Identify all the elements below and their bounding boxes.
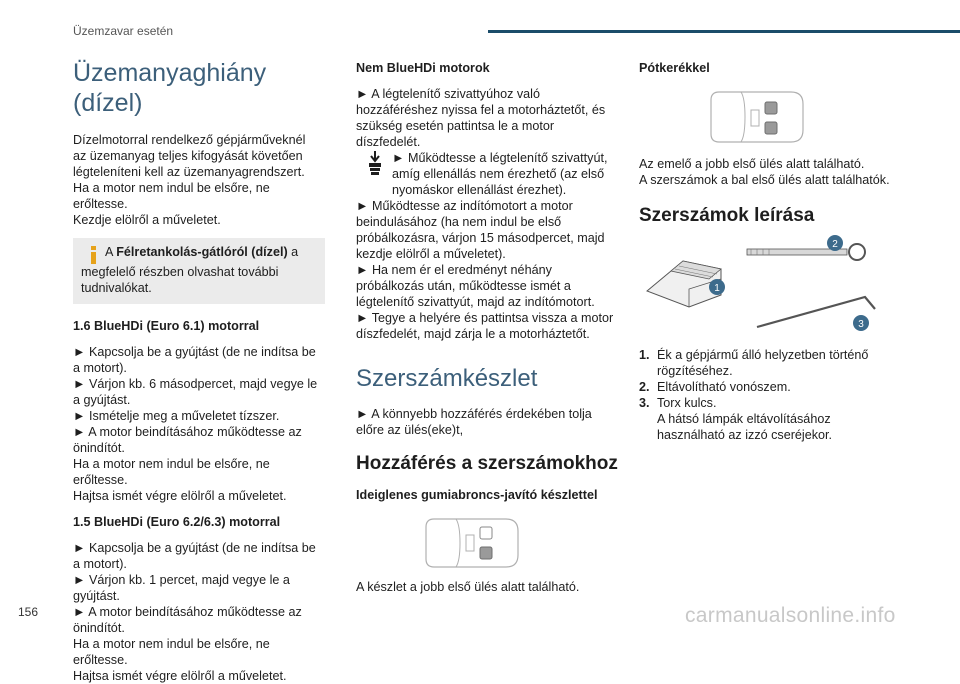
subheading-spare-wheel: Pótkerékkel xyxy=(639,61,710,75)
spare-line: Az emelő a jobb első ülés alatt található. xyxy=(639,157,865,171)
section-title-fuel: Üzemanyaghiány (dízel) xyxy=(73,59,267,117)
step-line: Ha a motor nem indul be elsőre, ne erőltesse. xyxy=(73,637,270,667)
subheading-non-bluehdi: Nem BlueHDi motorok xyxy=(356,61,490,75)
tools-illustration xyxy=(639,239,894,339)
hand-pump-icon xyxy=(366,150,384,178)
list-item xyxy=(639,395,894,443)
pump-step xyxy=(356,150,622,198)
info-box xyxy=(73,238,325,304)
pump-step-text: ► Működtesse a légtelenítő szivattyút, amíg ellenállás nem érezhető (az első nyomáskor ellenállást érezhet). xyxy=(392,151,608,197)
intro-line: az üzemanyag teljes kifogyását követően xyxy=(73,149,303,163)
section-title-tools: Szerszámok leírása xyxy=(639,205,815,226)
step-line: Hajtsa ismét végre elölről a műveletet. xyxy=(73,489,287,503)
car-topview-diagram xyxy=(356,513,622,571)
running-header: Üzemzavar esetén xyxy=(73,24,174,38)
callout-1 xyxy=(709,279,725,295)
kit-caption: A készlet a jobb első ülés alatt található. xyxy=(356,580,580,594)
list-number: 2. xyxy=(639,380,650,394)
list-text: Ék a gépjármű álló helyzetben történő rögzítéséhez. xyxy=(657,348,869,378)
step-line: Ha a motor nem indul be elsőre, ne erőltesse. xyxy=(73,457,270,487)
subheading-16-bluehdi: 1.6 BlueHDi (Euro 6.1) motorral xyxy=(73,319,260,333)
intro-line: Kezdje elölről a műveletet. xyxy=(73,213,221,227)
step-line: ► A könnyebb hozzáférés érdekében tolja előre az ülés(eke)t, xyxy=(356,407,592,437)
step-line: ► A motor beindításához működtesse az önindítót. xyxy=(73,425,302,455)
callout-1-label: 1 xyxy=(714,283,720,294)
towing-eye-drawing xyxy=(747,244,865,260)
list-item xyxy=(639,347,894,379)
step-line: ► Ha nem ér el eredményt néhány próbálkozás után, működtesse ismét a légtelenítő szivattyút, majd az indítómotort. xyxy=(356,263,595,309)
section-title-toolkit: Szerszámkészlet xyxy=(356,365,538,392)
tool-list xyxy=(639,347,894,443)
step-line: Hajtsa ismét végre elölről a műveletet. xyxy=(73,669,287,683)
step-line: ► Kapcsolja be a gyújtást (de ne indítsa be a motort). xyxy=(73,345,316,375)
list-extra: A hátsó lámpák eltávolításához használható az izzó cseréjekor. xyxy=(657,412,833,442)
header-accent-bar xyxy=(488,30,960,33)
step-line: ► A légtelenítő szivattyúhoz való hozzáféréshez nyissa fel a motorháztetőt, és szükség esetén pattintsa le a motor díszfedelét. xyxy=(356,87,606,149)
step-line: ► A motor beindításához működtesse az önindítót. xyxy=(73,605,302,635)
intro-line: Dízelmotorral rendelkező gépjárműveknél xyxy=(73,133,306,147)
step-line: ► Kapcsolja be a gyújtást (de ne indítsa be a motort). xyxy=(73,541,316,571)
step-line: ► Ismételje meg a műveletet tízszer. xyxy=(73,409,280,423)
spare-line: A szerszámok a bal első ülés alatt találhatók. xyxy=(639,173,890,187)
column-3 xyxy=(639,58,894,443)
step-line: ► Tegye a helyére és pattintsa vissza a motor díszfedelét, majd zárja le a motorháztetőt. xyxy=(356,311,614,341)
callout-3 xyxy=(853,315,869,331)
watermark: carmanualsonline.info xyxy=(685,604,896,627)
column-1 xyxy=(73,58,325,684)
step-line: ► Várjon kb. 6 másodpercet, majd vegye le a gyújtást. xyxy=(73,377,318,407)
list-item xyxy=(639,379,894,395)
subheading-15-bluehdi: 1.5 BlueHDi (Euro 6.2/6.3) motorral xyxy=(73,515,281,529)
intro-line: légteleníteni kell az üzemanyagrendszert. xyxy=(73,165,305,179)
callout-2 xyxy=(827,235,843,251)
info-icon xyxy=(89,246,99,264)
list-number: 3. xyxy=(639,396,650,410)
step-line: ► Működtesse az indítómotort a motor beindulásához (ha nem indul be első próbálkozásra, várjon 15 másodpercet, majd kezdje elölről a műveletet). xyxy=(356,199,605,261)
info-rest: a megfelelő részben olvashat további tudnivalókat. xyxy=(81,245,299,295)
callout-3-label: 3 xyxy=(858,319,864,330)
list-number: 1. xyxy=(639,348,650,362)
subheading-repair-kit: Ideiglenes gumiabroncs-javító készlettel xyxy=(356,488,598,502)
section-title-access: Hozzáférés a szerszámokhoz xyxy=(356,453,618,474)
info-prefix: A xyxy=(105,245,117,259)
info-link-text: Félretankolás-gátlóról (dízel) xyxy=(116,245,288,259)
step-line: ► Várjon kb. 1 percet, majd vegye le a gyújtást. xyxy=(73,573,290,603)
list-text-block xyxy=(657,395,894,443)
column-2 xyxy=(356,58,622,595)
callout-2-label: 2 xyxy=(832,239,838,250)
list-text: Torx kulcs. xyxy=(657,396,717,410)
list-text: Eltávolítható vonószem. xyxy=(657,380,791,394)
page-number: 156 xyxy=(18,605,39,619)
car-topview-diagram xyxy=(639,86,894,148)
intro-line: Ha a motor nem indul be elsőre, ne erőltesse. xyxy=(73,181,270,211)
